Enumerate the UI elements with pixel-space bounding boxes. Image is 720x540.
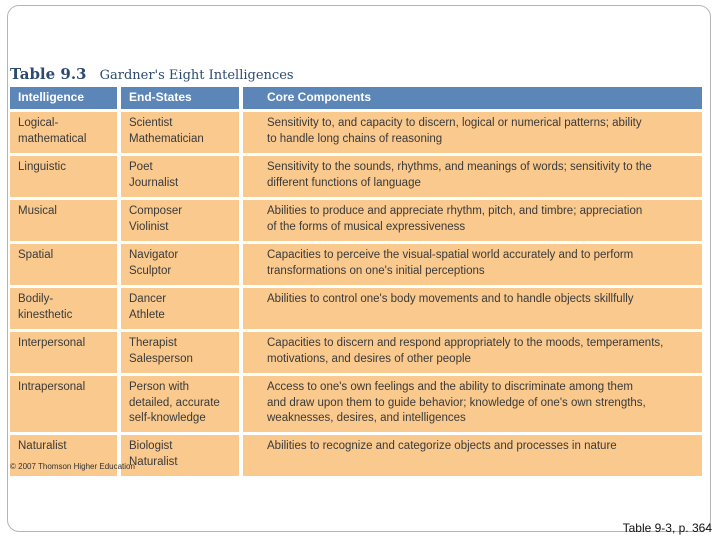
table-row <box>10 200 702 241</box>
cell-core-components: Sensitivity to, and capacity to discern, logical or numerical patterns; ability to handle long chains of reasoning <box>243 112 702 153</box>
table-number: Table 9.3 <box>10 65 87 83</box>
slide-reference: Table 9-3, p. 364 <box>622 521 712 535</box>
column-header-intelligence: Intelligence <box>10 87 117 109</box>
cell-end-states: Navigator Sculptor <box>121 244 239 285</box>
cell-end-states: Poet Journalist <box>121 156 239 197</box>
cell-intelligence: Intrapersonal <box>10 376 117 432</box>
cell-end-states: Scientist Mathematician <box>121 112 239 153</box>
table-row <box>10 332 702 373</box>
table-row <box>10 156 702 197</box>
table-title: Gardner's Eight Intelligences <box>99 68 294 83</box>
cell-end-states: Biologist Naturalist <box>121 435 239 476</box>
cell-intelligence: Spatial <box>10 244 117 285</box>
cell-core-components: Capacities to perceive the visual-spatial world accurately and to perform transformations on one's initial perceptions <box>243 244 702 285</box>
cell-intelligence: Bodily- kinesthetic <box>10 288 117 329</box>
intelligences-table <box>6 84 706 479</box>
cell-core-components: Abilities to recognize and categorize objects and processes in nature <box>243 435 702 476</box>
cell-intelligence: Logical- mathematical <box>10 112 117 153</box>
cell-intelligence: Linguistic <box>10 156 117 197</box>
cell-core-components: Abilities to produce and appreciate rhythm, pitch, and timbre; appreciation of the forms of musical expressiveness <box>243 200 702 241</box>
table-row <box>10 244 702 285</box>
cell-end-states: Composer Violinist <box>121 200 239 241</box>
table-row <box>10 112 702 153</box>
cell-core-components: Access to one's own feelings and the ability to discriminate among them and draw upon them to guide behavior; knowledge of one's own strengths, weaknesses, desires, and intelligences <box>243 376 702 432</box>
cell-intelligence: Musical <box>10 200 117 241</box>
cell-intelligence: Interpersonal <box>10 332 117 373</box>
cell-end-states: Therapist Salesperson <box>121 332 239 373</box>
copyright-notice: © 2007 Thomson Higher Education <box>10 462 135 471</box>
cell-core-components: Abilities to control one's body movements and to handle objects skillfully <box>243 288 702 329</box>
table-heading <box>10 64 294 83</box>
cell-core-components: Capacities to discern and respond appropriately to the moods, temperaments, motivations, and desires of other people <box>243 332 702 373</box>
column-header-end-states: End-States <box>121 87 239 109</box>
cell-end-states: Dancer Athlete <box>121 288 239 329</box>
table-row <box>10 376 702 432</box>
cell-intelligence: Naturalist <box>10 435 117 476</box>
table-header-row <box>10 87 702 109</box>
cell-end-states: Person with detailed, accurate self-knowledge <box>121 376 239 432</box>
cell-core-components: Sensitivity to the sounds, rhythms, and meanings of words; sensitivity to the different functions of language <box>243 156 702 197</box>
table-row <box>10 288 702 329</box>
column-header-core-components: Core Components <box>243 87 702 109</box>
